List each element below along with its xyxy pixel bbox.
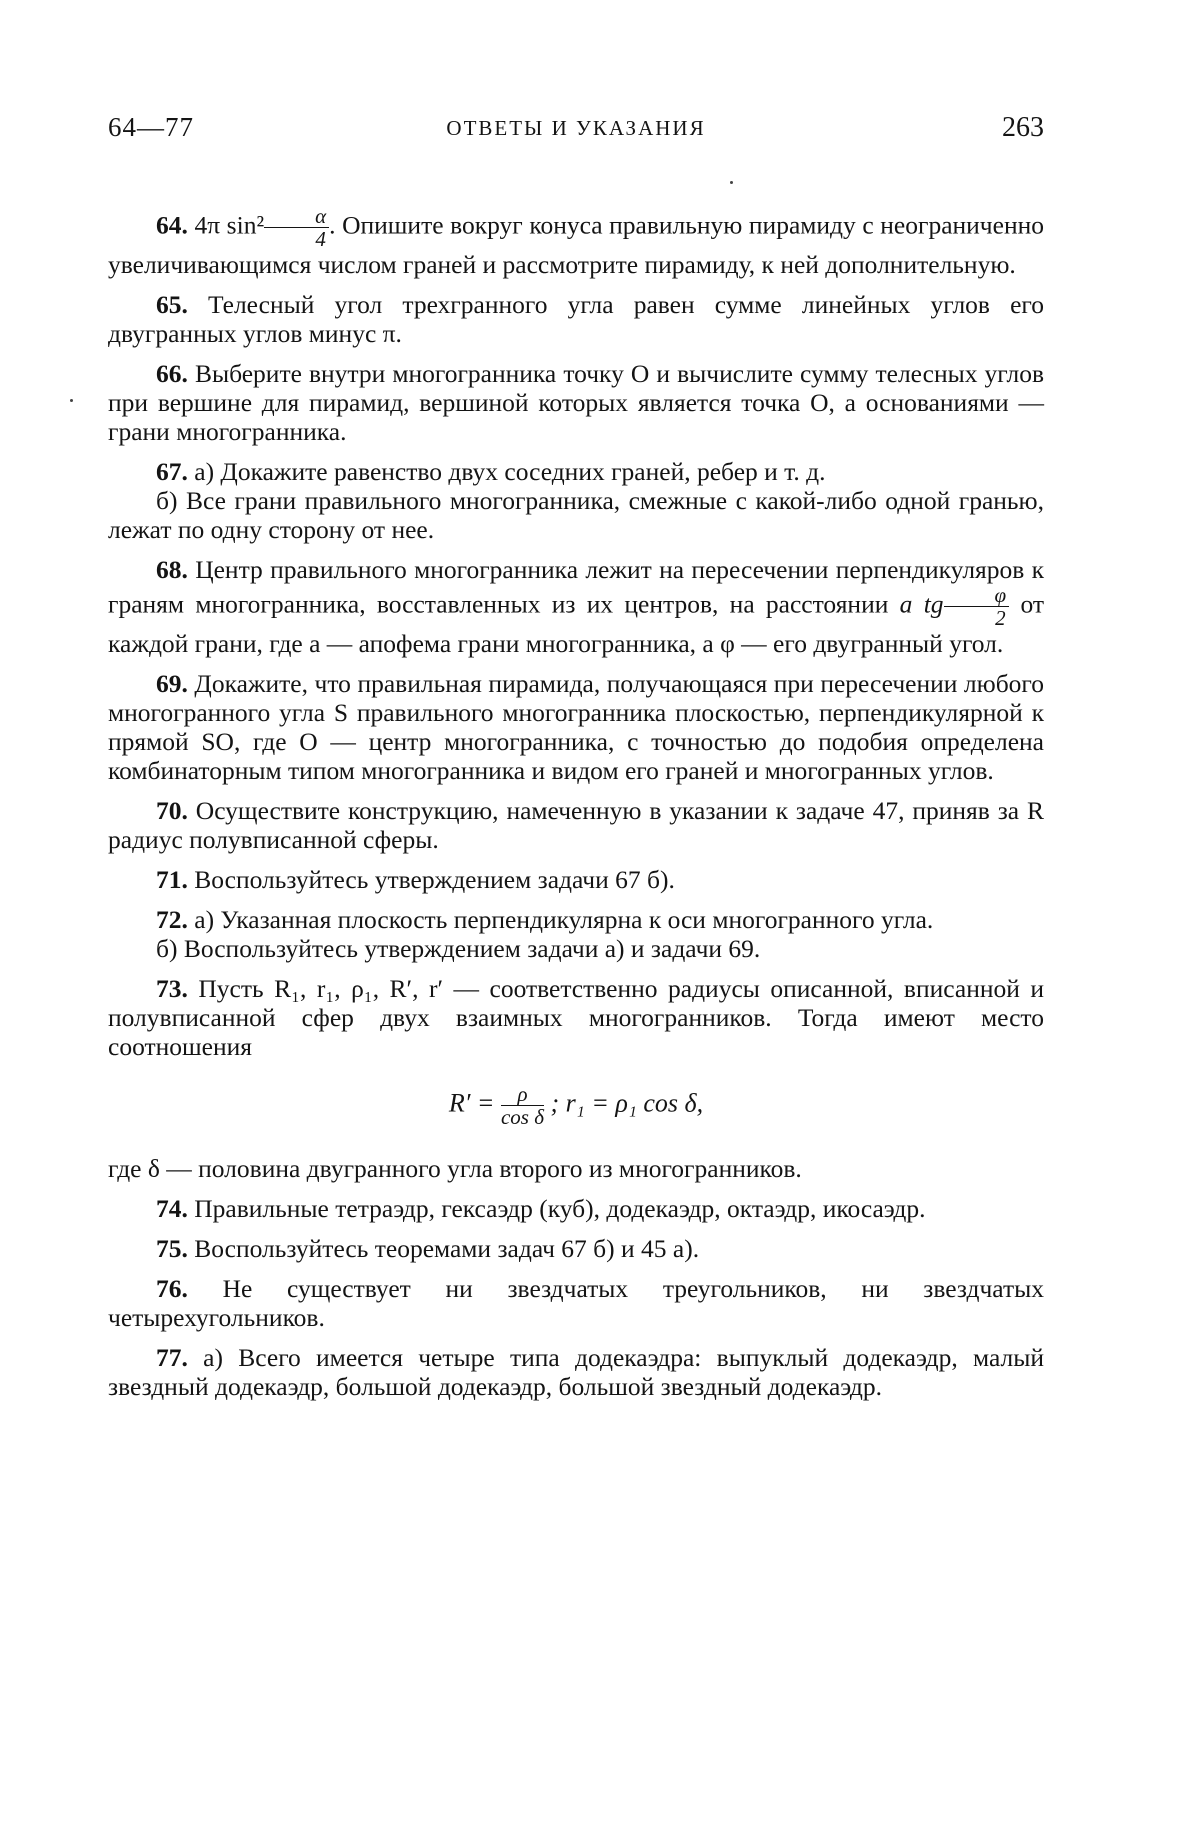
answer-text: а) Докажите равенство двух соседних граней, ребер и т. д. xyxy=(194,457,825,486)
book-page xyxy=(0,0,1200,1846)
answer-72b xyxy=(108,934,1044,963)
formula-lhs: R′ = xyxy=(449,1088,495,1117)
answer-number: 70. xyxy=(156,796,188,825)
answer-number: 74. xyxy=(156,1194,188,1223)
print-speck xyxy=(730,181,733,184)
answer-64 xyxy=(108,205,1044,279)
answer-text: Выберите внутри многогранника точку O и вычислите сумму телесных углов при вершине для пирамид, вершиной которых является точка O, а основаниями — грани многогранника. xyxy=(108,359,1044,446)
page-number: 263 xyxy=(1002,112,1044,144)
answer-number: 66. xyxy=(156,359,188,388)
answer-67b xyxy=(108,486,1044,544)
answers-text xyxy=(108,205,1044,1412)
fraction xyxy=(501,1083,544,1128)
answer-text: Центр правильного многогранника лежит на пересечении перпендикуляров к граням многогранника, восставленных из их центров, на расстоянии xyxy=(108,555,1044,618)
answer-text: где δ — половина двугранного угла второго из многогранников. xyxy=(108,1154,802,1183)
answer-text: от каждой грани, где a — апофема грани многогранника, а φ — его двугранный угол. xyxy=(108,589,1044,658)
fraction-numerator: α xyxy=(264,205,329,228)
answer-number: 68. xyxy=(156,555,188,584)
fraction xyxy=(944,584,1010,629)
answer-number: 73. xyxy=(156,974,188,1003)
fraction-numerator: ρ xyxy=(501,1083,544,1106)
answer-76 xyxy=(108,1274,1044,1332)
answer-71 xyxy=(108,865,1044,894)
answer-73-continued xyxy=(108,1154,1044,1183)
answer-number: 64. xyxy=(156,210,188,239)
answer-text: б) Воспользуйтесь утверждением задачи а) и задачи 69. xyxy=(156,934,760,963)
answer-67a xyxy=(108,457,1044,486)
display-formula xyxy=(108,1083,1044,1128)
formula: 4π sin² xyxy=(194,210,264,239)
answer-text: а) Всего имеется четыре типа додекаэдра: выпуклый додекаэдр, малый звездный додекаэдр, большой додекаэдр, большой звездный додекаэдр. xyxy=(108,1343,1044,1401)
print-speck xyxy=(70,399,73,402)
answer-74 xyxy=(108,1194,1044,1223)
formula: a tg xyxy=(900,589,944,618)
section-title: ОТВЕТЫ И УКАЗАНИЯ xyxy=(108,116,1044,141)
fraction-denominator: 4 xyxy=(264,228,329,250)
answer-number: 69. xyxy=(156,669,188,698)
answer-77 xyxy=(108,1343,1044,1401)
answer-70 xyxy=(108,796,1044,854)
answer-65 xyxy=(108,290,1044,348)
answer-range: 64—77 xyxy=(108,112,194,143)
answer-66 xyxy=(108,359,1044,446)
answer-69 xyxy=(108,669,1044,785)
fraction xyxy=(264,205,329,250)
answer-text: Не существует ни звездчатых треугольников, ни звездчатых четырехугольников. xyxy=(108,1274,1044,1332)
answer-number: 77. xyxy=(156,1343,188,1372)
answer-number: 72. xyxy=(156,905,188,934)
running-header xyxy=(108,112,1044,152)
answer-number: 71. xyxy=(156,865,188,894)
answer-text: Воспользуйтесь теоремами задач 67 б) и 45 а). xyxy=(194,1234,699,1263)
answer-75 xyxy=(108,1234,1044,1263)
answer-number: 76. xyxy=(156,1274,188,1303)
answer-number: 67. xyxy=(156,457,188,486)
answer-73 xyxy=(108,974,1044,1061)
answer-text: б) Все грани правильного многогранника, смежные с какой-либо одной гранью, лежат по одну сторону от нее. xyxy=(108,486,1044,544)
answer-text: Докажите, что правильная пирамида, получающаяся при пересечении любого многогранного угла S правильного многогранника плоскостью, перпендикулярной к прямой SO, где O — центр многогранника, с точностью до подобия определена комбинаторным типом многогранника и видом его граней и многогранных углов. xyxy=(108,669,1044,785)
answer-number: 75. xyxy=(156,1234,188,1263)
fraction-denominator: cos δ xyxy=(501,1106,544,1128)
fraction-numerator: φ xyxy=(944,584,1010,607)
answer-text: . Опишите вокруг конуса правильную пирамиду с неограниченно увеличивающимся числом граней и рассмотрите пирамиду, к ней дополнительную. xyxy=(108,210,1044,279)
answer-text: Правильные тетраэдр, гексаэдр (куб), додекаэдр, октаэдр, икосаэдр. xyxy=(194,1194,925,1223)
answer-number: 65. xyxy=(156,290,188,319)
answer-68 xyxy=(108,555,1044,658)
answer-text: Телесный угол трехгранного угла равен сумме линейных углов его двугранных углов минус π. xyxy=(108,290,1044,348)
formula-rhs: ; r₁ = ρ₁ cos δ, xyxy=(551,1088,704,1117)
answer-text: Воспользуйтесь утверждением задачи 67 б). xyxy=(194,865,675,894)
answer-text: Осуществите конструкцию, намеченную в указании к задаче 47, приняв за R радиус полувписанной сферы. xyxy=(108,796,1044,854)
answer-72a xyxy=(108,905,1044,934)
answer-text: Пусть R₁, r₁, ρ₁, R′, r′ — соответственно радиусы описанной, вписанной и полувписанной сфер двух взаимных многогранников. Тогда имеют место соотношения xyxy=(108,974,1044,1061)
answer-text: а) Указанная плоскость перпендикулярна к оси многогранного угла. xyxy=(194,905,933,934)
fraction-denominator: 2 xyxy=(944,607,1010,629)
